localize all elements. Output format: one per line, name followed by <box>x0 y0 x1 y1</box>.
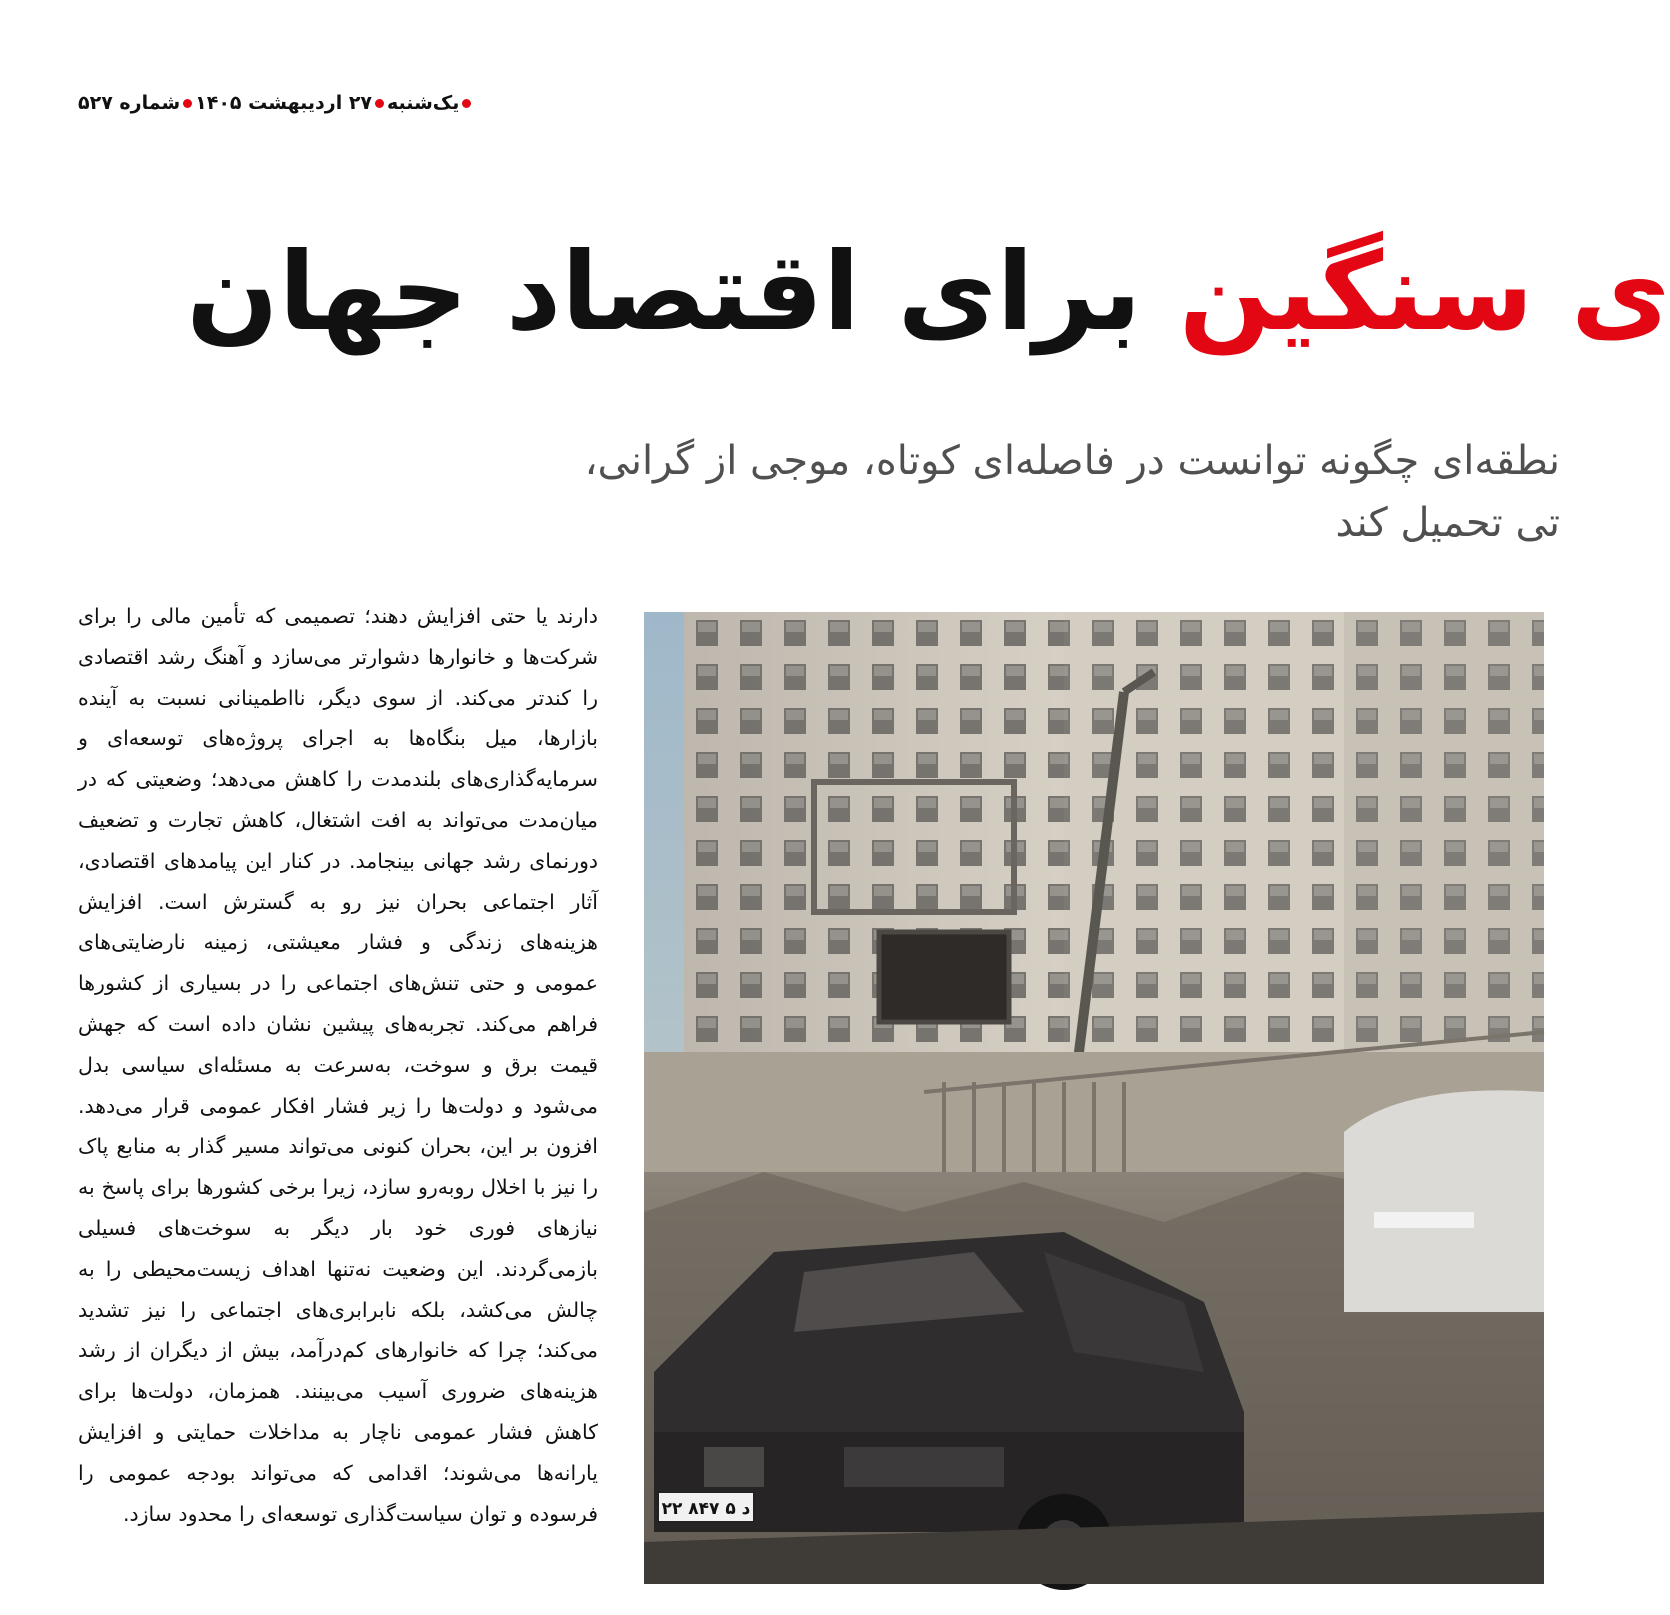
bullet-dot-icon <box>183 99 192 108</box>
dateline <box>78 92 474 114</box>
headline <box>186 228 1670 358</box>
dateline-weekday: یک‌شنبه <box>387 92 460 114</box>
article-body: دارند یا حتی افزایش دهند؛ تصمیمی که تأمین مالی را برای شرکت‌ها و خانوارها دشوارتر می‌سازد و آهنگ رشد اقتصادی را کندتر می‌کند. از سوی دیگر، نااطمینانی نسبت به آینده بازارها، میل بنگاه‌ها به اجرای پروژه‌های توسعه‌ای و سرمایه‌گذاری‌های بلندمدت را کاهش می‌دهد؛ وضعیتی که در میان‌مدت می‌تواند به افت اشتغال، کاهش تجارت و تضعیف دورنمای رشد جهانی بینجامد. در کنار این پیامدهای اقتصادی، آثار اجتماعی بحران نیز رو به گسترش است. افزایش هزینه‌های زندگی و فشار معیشتی، زمینه نارضایتی‌های عمومی و حتی تنش‌های اجتماعی را در بسیاری از کشورها فراهم می‌کند. تجربه‌های پیشین نشان داده است که جهش قیمت برق و سوخت، به‌سرعت به مسئله‌ای سیاسی بدل می‌شود و دولت‌ها را زیر فشار افکار عمومی قرار می‌دهد. افزون بر این، بحران کنونی می‌تواند مسیر گذار به منابع پاک را نیز با اخلال روبه‌رو سازد، زیرا برخی کشورها برای پاسخ به نیازهای فوری خود بار دیگر به سوخت‌های فسیلی بازمی‌گردند. این وضعیت نه‌تنها اهداف زیست‌محیطی را به چالش می‌کشد، بلکه نابرابری‌های اجتماعی را نیز تشدید می‌کند؛ چرا که خانوارهای کم‌درآمد، بیش از دیگران از رشد هزینه‌های ضروری آسیب می‌بینند. همزمان، دولت‌ها برای کاهش فشار عمومی ناچار به مداخلات حمایتی و افزایش یارانه‌ها می‌شوند؛ اقدامی که می‌تواند بودجه عمومی را فرسوده و توان سیاست‌گذاری توسعه‌ای را محدود سازد. <box>78 604 598 1526</box>
headline-black-part: برای اقتصاد جهان <box>186 230 1142 355</box>
bullet-dot-icon <box>375 99 384 108</box>
subtitle-line-2: تی تحمیل کند <box>1335 500 1560 546</box>
article-photo <box>644 612 1544 1584</box>
license-plate-text: ۲۲ ۸۴۷ د ۵ <box>661 1499 751 1519</box>
bullet-dot-icon <box>462 99 471 108</box>
subtitle <box>540 430 1560 554</box>
dateline-issue: شماره ۵۲۷ <box>78 92 181 114</box>
dateline-date: ۲۷ اردیبهشت ۱۴۰۵ <box>195 92 373 114</box>
subtitle-line-1: نطقه‌ای چگونه توانست در فاصله‌ای کوتاه، موجی از گرانی، <box>584 438 1560 484</box>
headline-red-part: ی سنگین <box>1179 230 1670 355</box>
